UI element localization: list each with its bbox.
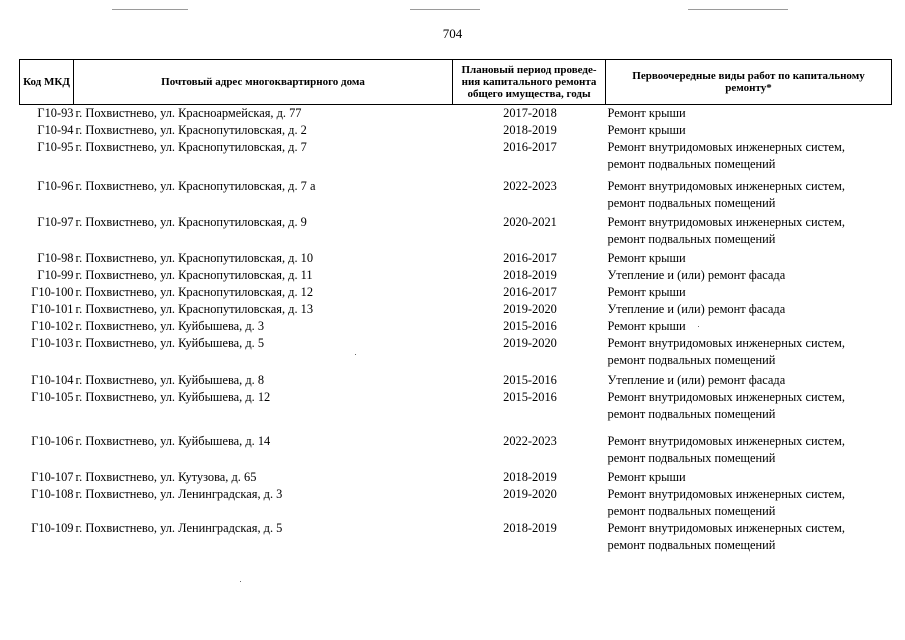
row-work-line: ремонт подвальных помещений bbox=[607, 504, 776, 518]
row-work bbox=[606, 335, 892, 372]
table-row bbox=[20, 301, 892, 318]
row-address: г. Похвистнево, ул. Куйбышева, д. 12 bbox=[75, 390, 271, 404]
row-period: 2018-2019 bbox=[503, 268, 557, 282]
row-work bbox=[606, 284, 892, 301]
table-row bbox=[20, 105, 892, 123]
row-work-line: ремонт подвальных помещений bbox=[607, 353, 776, 367]
row-period: 2018-2019 bbox=[503, 470, 557, 484]
row-code: Г10-95 bbox=[37, 140, 74, 154]
row-period: 2022-2023 bbox=[503, 179, 557, 193]
row-address: г. Похвистнево, ул. Краснопутиловская, д. 2 bbox=[75, 123, 307, 137]
row-work-line: Ремонт крыши bbox=[607, 123, 686, 137]
row-work-line: Ремонт внутридомовых инженерных систем, bbox=[607, 215, 845, 229]
row-work-line: Ремонт внутридомовых инженерных систем, bbox=[607, 434, 845, 448]
row-work bbox=[606, 267, 892, 284]
row-work bbox=[606, 139, 892, 178]
row-work bbox=[606, 520, 892, 554]
table-row bbox=[20, 139, 892, 178]
row-work-line: Ремонт внутридомовых инженерных систем, bbox=[607, 179, 845, 193]
row-work bbox=[606, 469, 892, 486]
row-code: Г10-103 bbox=[31, 336, 74, 350]
table-row bbox=[20, 372, 892, 389]
row-work bbox=[606, 318, 892, 335]
page-number: 704 bbox=[442, 26, 463, 41]
table-row bbox=[20, 214, 892, 250]
table-row bbox=[20, 122, 892, 139]
scan-speck bbox=[698, 326, 699, 327]
table-row bbox=[20, 486, 892, 520]
row-period: 2022-2023 bbox=[503, 434, 557, 448]
row-code: Г10-105 bbox=[31, 390, 74, 404]
scan-speck bbox=[355, 354, 356, 355]
row-period: 2017-2018 bbox=[503, 106, 557, 120]
row-work bbox=[606, 105, 892, 123]
row-code: Г10-98 bbox=[37, 251, 74, 265]
scan-mark-center bbox=[410, 9, 480, 10]
row-period: 2015-2016 bbox=[503, 373, 557, 387]
row-period: 2016-2017 bbox=[503, 285, 557, 299]
row-address: г. Похвистнево, ул. Красноармейская, д. 77 bbox=[75, 106, 302, 120]
row-work-line: Ремонт внутридомовых инженерных систем, bbox=[607, 390, 845, 404]
row-period: 2019-2020 bbox=[503, 487, 557, 501]
table-header bbox=[20, 60, 892, 105]
row-code: Г10-104 bbox=[31, 373, 74, 387]
table-row bbox=[20, 318, 892, 335]
row-address: г. Похвистнево, ул. Ленинградская, д. 5 bbox=[75, 521, 283, 535]
row-period: 2020-2021 bbox=[503, 215, 557, 229]
table-row bbox=[20, 250, 892, 267]
row-work-line: ремонт подвальных помещений bbox=[607, 538, 776, 552]
row-address: г. Похвистнево, ул. Краснопутиловская, д. 11 bbox=[75, 268, 313, 282]
scan-mark-left bbox=[112, 9, 188, 10]
table-body bbox=[20, 105, 892, 555]
row-period: 2016-2017 bbox=[503, 140, 557, 154]
row-address: г. Похвистнево, ул. Куйбышева, д. 5 bbox=[75, 336, 265, 350]
row-address: г. Похвистнево, ул. Краснопутиловская, д. 12 bbox=[75, 285, 314, 299]
row-work bbox=[606, 372, 892, 389]
row-code: Г10-107 bbox=[31, 470, 74, 484]
row-address: г. Похвистнево, ул. Краснопутиловская, д. 7 bbox=[75, 140, 307, 154]
row-work-line: Ремонт внутридомовых инженерных систем, bbox=[607, 140, 845, 154]
row-work-line: Ремонт крыши bbox=[607, 319, 686, 333]
scan-speck bbox=[240, 581, 241, 582]
row-address: г. Похвистнево, ул. Куйбышева, д. 8 bbox=[75, 373, 265, 387]
capital-repair-table bbox=[19, 59, 892, 554]
row-work-line: Утепление и (или) ремонт фасада bbox=[607, 302, 786, 316]
table-row bbox=[20, 284, 892, 301]
table-row bbox=[20, 335, 892, 372]
table-row bbox=[20, 520, 892, 554]
row-work-line: ремонт подвальных помещений bbox=[607, 232, 776, 246]
row-work bbox=[606, 250, 892, 267]
header-address: Почтовый адрес многоквартирного дома bbox=[74, 60, 453, 105]
row-work bbox=[606, 389, 892, 433]
row-address: г. Похвистнево, ул. Краснопутиловская, д. 10 bbox=[75, 251, 314, 265]
row-code: Г10-93 bbox=[37, 106, 74, 120]
row-period: 2016-2017 bbox=[503, 251, 557, 265]
row-address: г. Похвистнево, ул. Краснопутиловская, д. 9 bbox=[75, 215, 307, 229]
row-work bbox=[606, 486, 892, 520]
row-work-line: Ремонт крыши bbox=[607, 285, 686, 299]
row-code: Г10-99 bbox=[37, 268, 74, 282]
row-code: Г10-101 bbox=[31, 302, 74, 316]
header-code: Код МКД bbox=[20, 60, 74, 105]
row-period: 2018-2019 bbox=[503, 521, 557, 535]
row-code: Г10-100 bbox=[31, 285, 74, 299]
row-work bbox=[606, 178, 892, 214]
row-code: Г10-108 bbox=[31, 487, 74, 501]
row-code: Г10-109 bbox=[31, 521, 74, 535]
row-period: 2015-2016 bbox=[503, 319, 557, 333]
row-work-line: ремонт подвальных помещений bbox=[607, 196, 776, 210]
row-address: г. Похвистнево, ул. Куйбышева, д. 14 bbox=[75, 434, 271, 448]
row-work bbox=[606, 433, 892, 469]
table-row bbox=[20, 433, 892, 469]
row-address: г. Похвистнево, ул. Краснопутиловская, д. 13 bbox=[75, 302, 314, 316]
row-address: г. Похвистнево, ул. Краснопутиловская, д. 7 а bbox=[75, 179, 316, 193]
row-work bbox=[606, 301, 892, 318]
header-period: Плановый период проведе-ния капитального ремонта общего имущества, годы bbox=[453, 60, 606, 105]
header-work: Первоочередные виды работ по капитальному ремонту* bbox=[606, 60, 892, 105]
table-row bbox=[20, 389, 892, 433]
row-period: 2018-2019 bbox=[503, 123, 557, 137]
row-address: г. Похвистнево, ул. Куйбышева, д. 3 bbox=[75, 319, 265, 333]
table-row bbox=[20, 178, 892, 214]
row-work-line: Ремонт внутридомовых инженерных систем, bbox=[607, 336, 845, 350]
row-period: 2019-2020 bbox=[503, 336, 557, 350]
row-code: Г10-97 bbox=[37, 215, 74, 229]
row-address: г. Похвистнево, ул. Ленинградская, д. 3 bbox=[75, 487, 283, 501]
row-code: Г10-102 bbox=[31, 319, 74, 333]
row-address: г. Похвистнево, ул. Кутузова, д. 65 bbox=[75, 470, 257, 484]
row-work-line: Ремонт крыши bbox=[607, 470, 686, 484]
row-work-line: Утепление и (или) ремонт фасада bbox=[607, 373, 786, 387]
table-row bbox=[20, 469, 892, 486]
row-code: Г10-96 bbox=[37, 179, 74, 193]
row-code: Г10-106 bbox=[31, 434, 74, 448]
row-work-line: ремонт подвальных помещений bbox=[607, 407, 776, 421]
row-work-line: Ремонт внутридомовых инженерных систем, bbox=[607, 487, 845, 501]
row-work-line: ремонт подвальных помещений bbox=[607, 157, 776, 171]
row-period: 2019-2020 bbox=[503, 302, 557, 316]
row-work-line: Ремонт крыши bbox=[607, 251, 686, 265]
row-work bbox=[606, 122, 892, 139]
row-work bbox=[606, 214, 892, 250]
scan-mark-right bbox=[688, 9, 788, 10]
row-work-line: Ремонт крыши bbox=[607, 106, 686, 120]
row-code: Г10-94 bbox=[37, 123, 74, 137]
table-row bbox=[20, 267, 892, 284]
row-work-line: Ремонт внутридомовых инженерных систем, bbox=[607, 521, 845, 535]
row-period: 2015-2016 bbox=[503, 390, 557, 404]
row-work-line: Утепление и (или) ремонт фасада bbox=[607, 268, 786, 282]
row-work-line: ремонт подвальных помещений bbox=[607, 451, 776, 465]
